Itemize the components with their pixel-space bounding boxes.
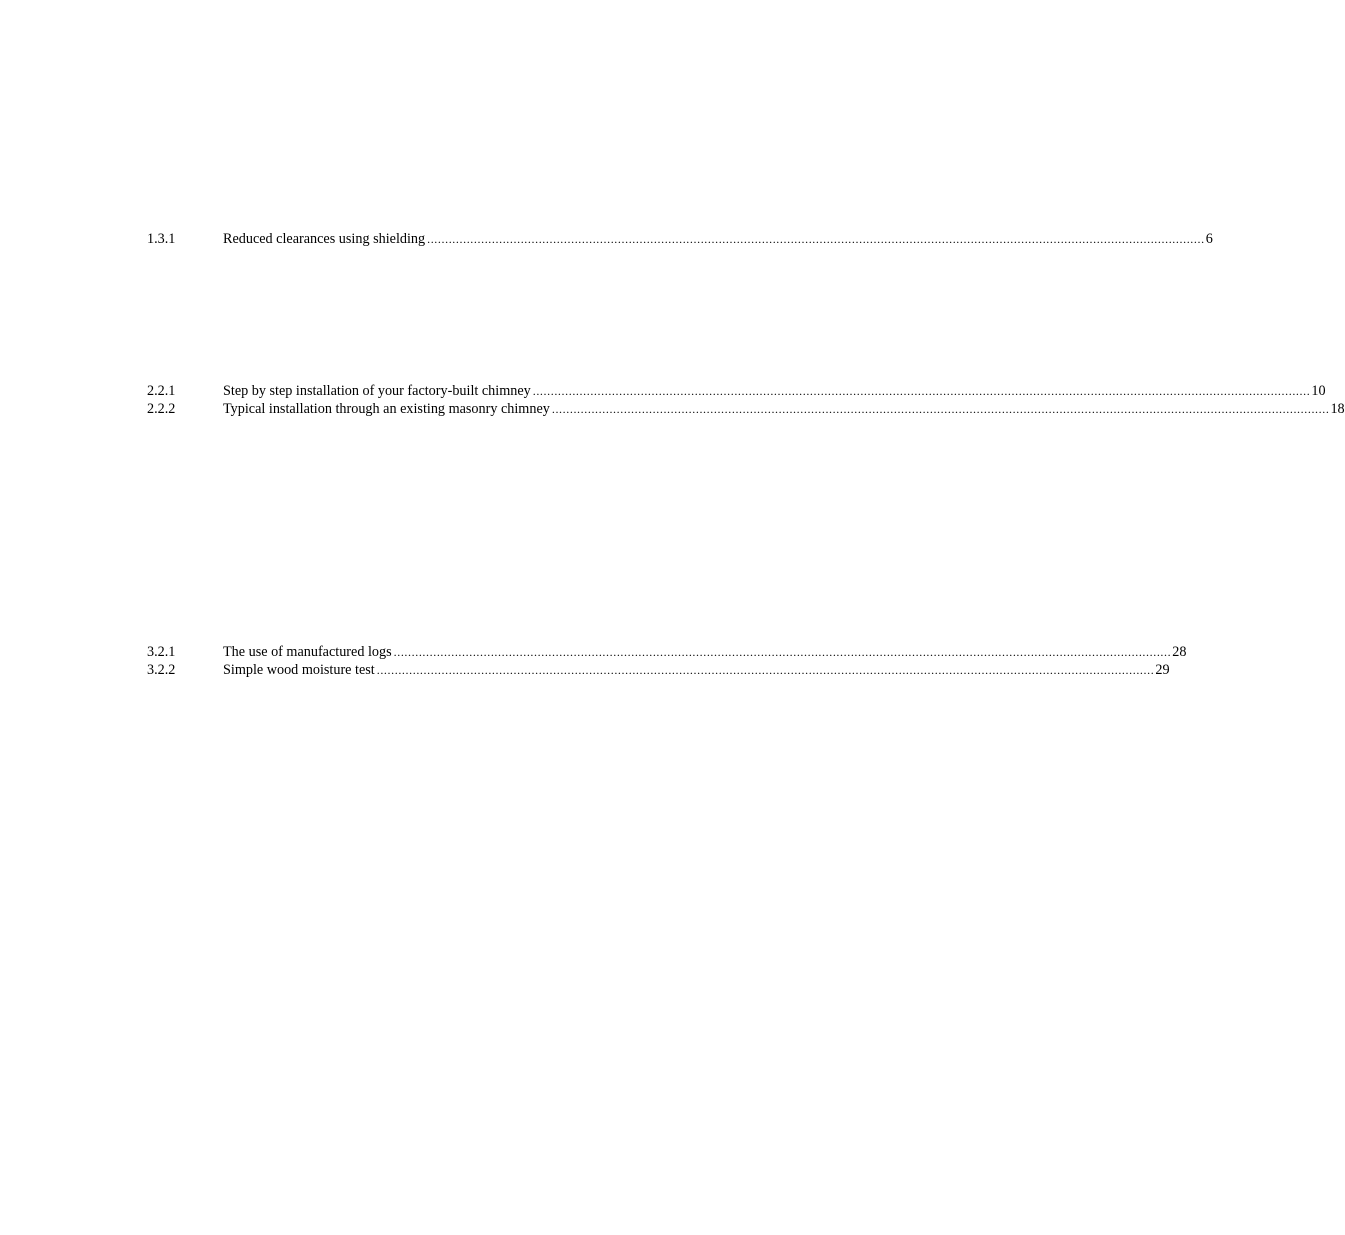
toc-entry-page: 6 (1205, 231, 1213, 247)
toc-entry-page: 18 (1330, 401, 1345, 417)
toc-entry[interactable] (147, 400, 1345, 418)
toc-entry[interactable] (147, 230, 1213, 248)
toc-dot-leader: ........................................................................................................................................................................................................................ (551, 402, 1330, 416)
toc-entry-page: 10 (1311, 383, 1326, 399)
toc-entry-page: 29 (1155, 662, 1170, 678)
toc-entry[interactable] (147, 643, 1187, 661)
toc-entry-number: 3.2.1 (147, 644, 176, 660)
toc-entry-number: 3.2.2 (147, 662, 176, 678)
toc-dot-leader: ........................................................................................................................................................................................................................ (393, 645, 1172, 659)
toc-entry[interactable] (147, 382, 1326, 400)
toc-entry-title: Reduced clearances using shielding (223, 231, 426, 247)
toc-entry-title: Simple wood moisture test (223, 662, 375, 678)
toc-dot-leader: ........................................................................................................................................................................................................................ (532, 384, 1311, 398)
toc-entry-title: Typical installation through an existing masonry chimney (223, 401, 550, 417)
toc-dot-leader: ........................................................................................................................................................................................................................ (376, 663, 1155, 677)
toc-dot-leader: ........................................................................................................................................................................................................................ (427, 232, 1205, 246)
toc-entry-title: Step by step installation of your factory-built chimney (223, 383, 531, 399)
toc-entry-title: The use of manufactured logs (223, 644, 392, 660)
toc-entry-page: 28 (1172, 644, 1187, 660)
toc-entry-number: 2.2.1 (147, 383, 176, 399)
toc-entry[interactable] (147, 661, 1170, 679)
toc-entry-number: 2.2.2 (147, 401, 176, 417)
toc-entry-number: 1.3.1 (147, 231, 176, 247)
